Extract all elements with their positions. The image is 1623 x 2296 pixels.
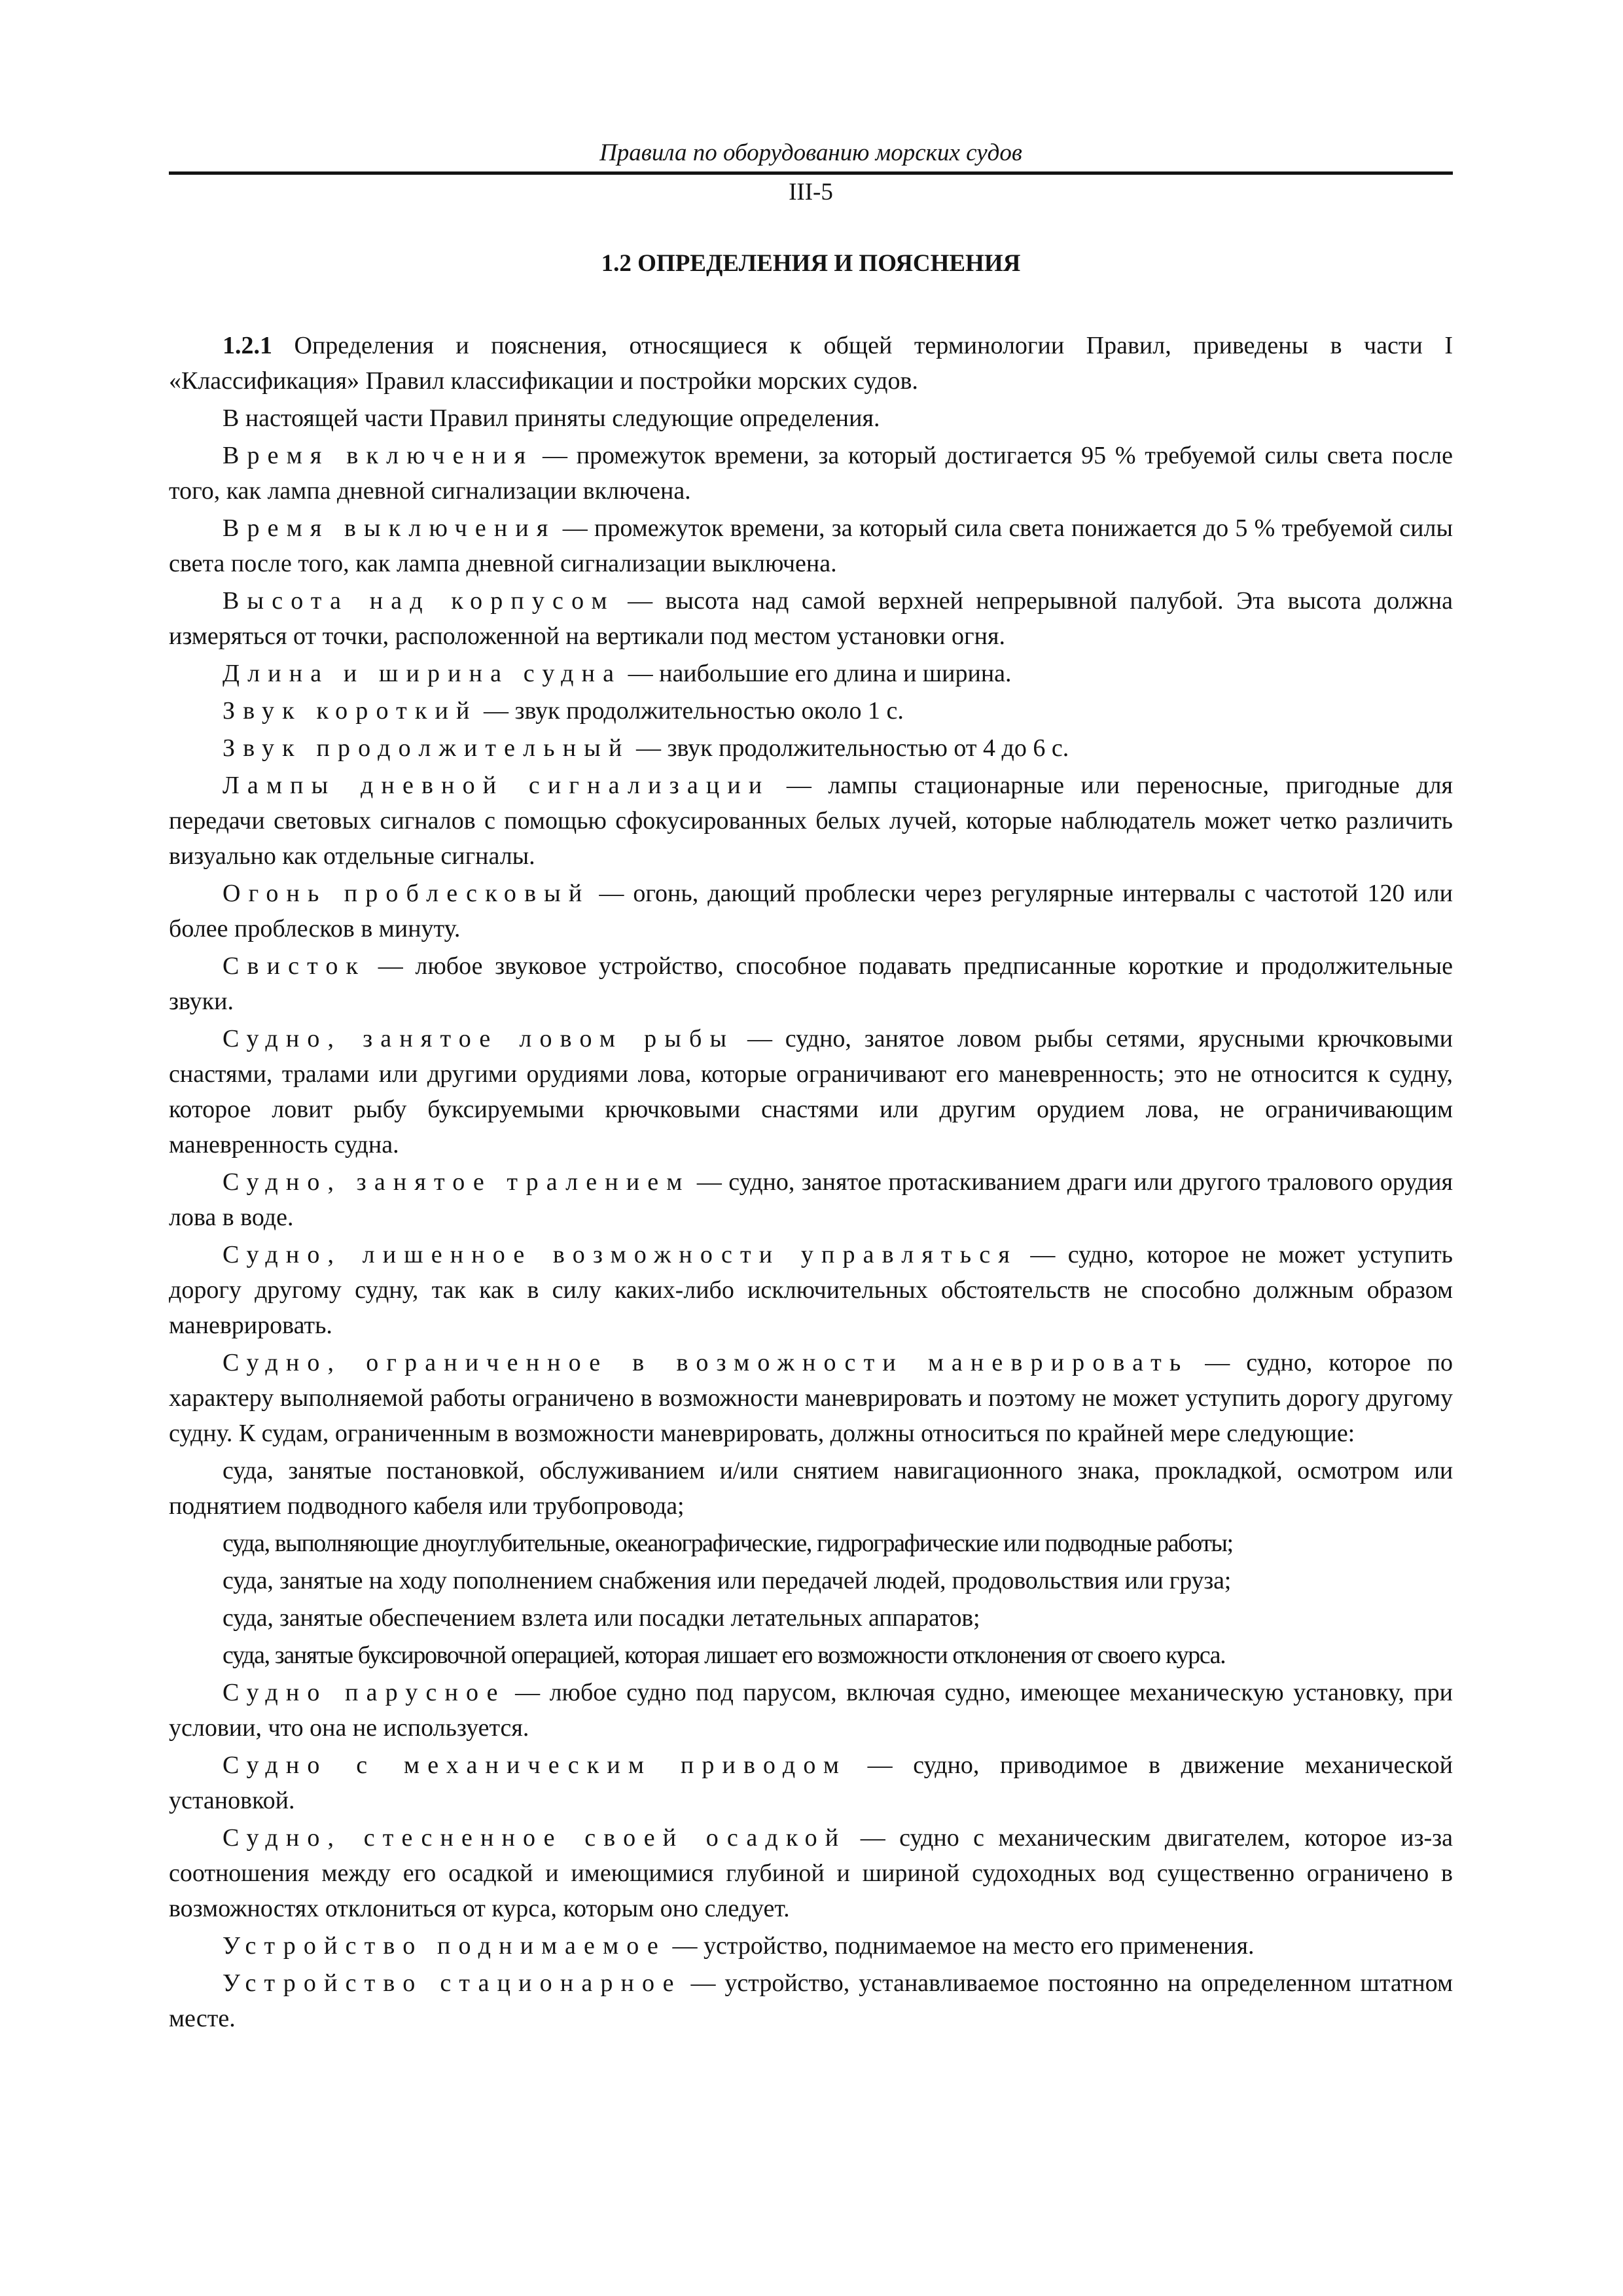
definition-text: — судно, которое не может уступить дорогу другому судну, так как в силу каких-либо исключительных обстоятельств не способно должным образом маневрировать.: [169, 1241, 1453, 1339]
section-title: 1.2 ОПРЕДЕЛЕНИЯ И ПОЯСНЕНИЯ: [601, 250, 1021, 277]
definition-text: — звук продолжительностью около 1 с.: [477, 697, 904, 725]
definition-term: Звук короткий: [223, 697, 478, 725]
definition-text: — устройство, поднимаемое на место его применения.: [666, 1932, 1255, 1960]
restricted-list-item: суда, занятые буксировочной операцией, которая лишает его возможности отклонения от своего курса.: [223, 1641, 1226, 1669]
definition-term: Звук продолжительный: [223, 734, 630, 762]
definition-term: Судно парусное: [223, 1679, 506, 1706]
definition-length-breadth: [169, 656, 1453, 691]
definition-text: — устройство, устанавливаемое постоянно на определенном штатном месте.: [169, 1969, 1453, 2032]
definition-text: — любое судно под парусом, включая судно, имеющее механическую установку, при условии, что она не используется.: [169, 1679, 1453, 1742]
definition-term: Огонь проблесковый: [223, 880, 590, 907]
definition-term: Свисток: [223, 952, 366, 980]
definition-term: Высота над корпусом: [223, 587, 615, 615]
definition-text: — промежуток времени, за который достигается 95 % требуемой силы света после того, как лампа дневной сигнализации включена.: [169, 442, 1453, 505]
definition-term: Время выключения: [223, 514, 556, 542]
definition-prolonged-blast: [169, 730, 1453, 766]
definition-whistle: [169, 948, 1453, 1019]
definition-vessel-constrained-by-draught: [169, 1820, 1453, 1926]
definition-power-driven-vessel: [169, 1748, 1453, 1818]
definition-switch-off-time: [169, 511, 1453, 581]
definition-hoisted-device: [169, 1928, 1453, 1964]
definition-text: — судно, занятое ловом рыбы сетями, ярусными крючковыми снастями, тралами или другими орудиями лова, которые ограничивают его маневренность; это не относится к судну, которое ловит рыбу буксируемыми крючковыми снастями или другим орудием лова, не ограничивающим маневренность судна.: [169, 1025, 1454, 1158]
definition-term: Судно, ограниченное в возможности маневрировать: [223, 1349, 1189, 1376]
definition-text: — высота над самой верхней непрерывной палубой. Эта высота должна измеряться от точки, расположенной на вертикали под местом установки огня.: [169, 587, 1453, 650]
definition-text: — звук продолжительностью от 4 до 6 с.: [630, 734, 1069, 762]
definition-text: — наибольшие его длина и ширина.: [622, 660, 1012, 687]
document-body: [169, 328, 1453, 2036]
definition-term: Судно, занятое ловом рыбы: [223, 1025, 735, 1052]
definition-term: Устройство стационарное: [223, 1969, 682, 1997]
running-header: Правила по оборудованию морских судов: [599, 139, 1022, 166]
definition-term: Судно, стесненное своей осадкой: [223, 1824, 847, 1852]
definition-text: — судно, занятое протаскиванием драги или другого тралового орудия лова в воде.: [169, 1168, 1454, 1231]
adopted-definitions-note: В настоящей части Правил приняты следующие определения.: [223, 404, 880, 432]
definition-term: Судно, лишенное возможности управляться: [223, 1241, 1018, 1268]
definition-height-above-hull: [169, 583, 1453, 654]
restricted-list-item: суда, занятые постановкой, обслуживанием и/или снятием навигационного знака, прокладкой, осмотром или поднятием подводного кабеля или трубопровода;: [169, 1457, 1453, 1520]
definition-short-blast: [169, 693, 1453, 728]
page-number: III-5: [789, 179, 833, 206]
definition-term: Время включения: [223, 442, 534, 469]
clause-1-2-1: [169, 328, 1453, 399]
clause-number: 1.2.1: [223, 332, 272, 359]
definition-fixed-device: [169, 1965, 1453, 2036]
restricted-list-item: суда, занятые обеспечением взлета или посадки летательных аппаратов;: [223, 1604, 980, 1632]
definition-text: — огонь, дающий проблески через регулярные интервалы с частотой 120 или более проблесков в минуту.: [169, 880, 1453, 942]
definition-text: — любое звуковое устройство, способное подавать предписанные короткие и продолжительные звуки.: [169, 952, 1453, 1015]
definition-term: Судно, занятое тралением: [223, 1168, 690, 1196]
clause-text: Определения и пояснения, относящиеся к общей терминологии Правил, приведены в части I «Классификация» Правил классификации и постройки морских судов.: [169, 332, 1453, 395]
definition-text: — промежуток времени, за который сила света понижается до 5 % требуемой силы света после того, как лампа дневной сигнализации выключена.: [169, 514, 1454, 577]
definition-text: — судно, приводимое в движение механической установкой.: [169, 1751, 1453, 1814]
definition-term: Длина и ширина судна: [223, 660, 622, 687]
definition-daylight-signalling-lamps: [169, 768, 1453, 874]
definition-term: Судно с механическим приводом: [223, 1751, 847, 1779]
definition-flashing-light: [169, 876, 1453, 946]
definition-term: Лампы дневной сигнализации: [223, 772, 770, 799]
restricted-list-item: суда, занятые на ходу пополнением снабжения или передачей людей, продовольствия или груза;: [223, 1567, 1232, 1594]
definition-text: — судно с механическим двигателем, которое из-за соотношения между его осадкой и имеющимися глубиной и шириной судоходных вод существенно ограничено в возможностях отклониться от курса, которым оно следует.: [169, 1824, 1453, 1922]
definition-text: — судно, которое по характеру выполняемой работы ограничено в возможности маневрировать и поэтому не может уступить дорогу другому судну. К судам, ограниченным в возможности маневрировать, должны относиться по крайней мере следующие:: [169, 1349, 1453, 1447]
definition-sailing-vessel: [169, 1675, 1453, 1746]
restricted-list-item: суда, выполняющие дноуглубительные, океанографические, гидрографические или подводные работы;: [223, 1530, 1233, 1557]
definition-vessel-engaged-in-trawling: [169, 1164, 1453, 1235]
definition-text: — лампы стационарные или переносные, пригодные для передачи световых сигналов с помощью сфокусированных белых лучей, которые наблюдатель может четко различить визуально как отдельные сигналы.: [169, 772, 1453, 870]
definition-vessel-not-under-command: [169, 1237, 1453, 1343]
definition-switch-on-time: [169, 438, 1453, 509]
definition-vessel-engaged-in-fishing: [169, 1021, 1453, 1162]
header-rule: [169, 171, 1453, 175]
document-page: [169, 137, 1453, 2038]
definition-term: Устройство поднимаемое: [223, 1932, 666, 1960]
definition-vessel-restricted-in-ability: [169, 1345, 1453, 1451]
